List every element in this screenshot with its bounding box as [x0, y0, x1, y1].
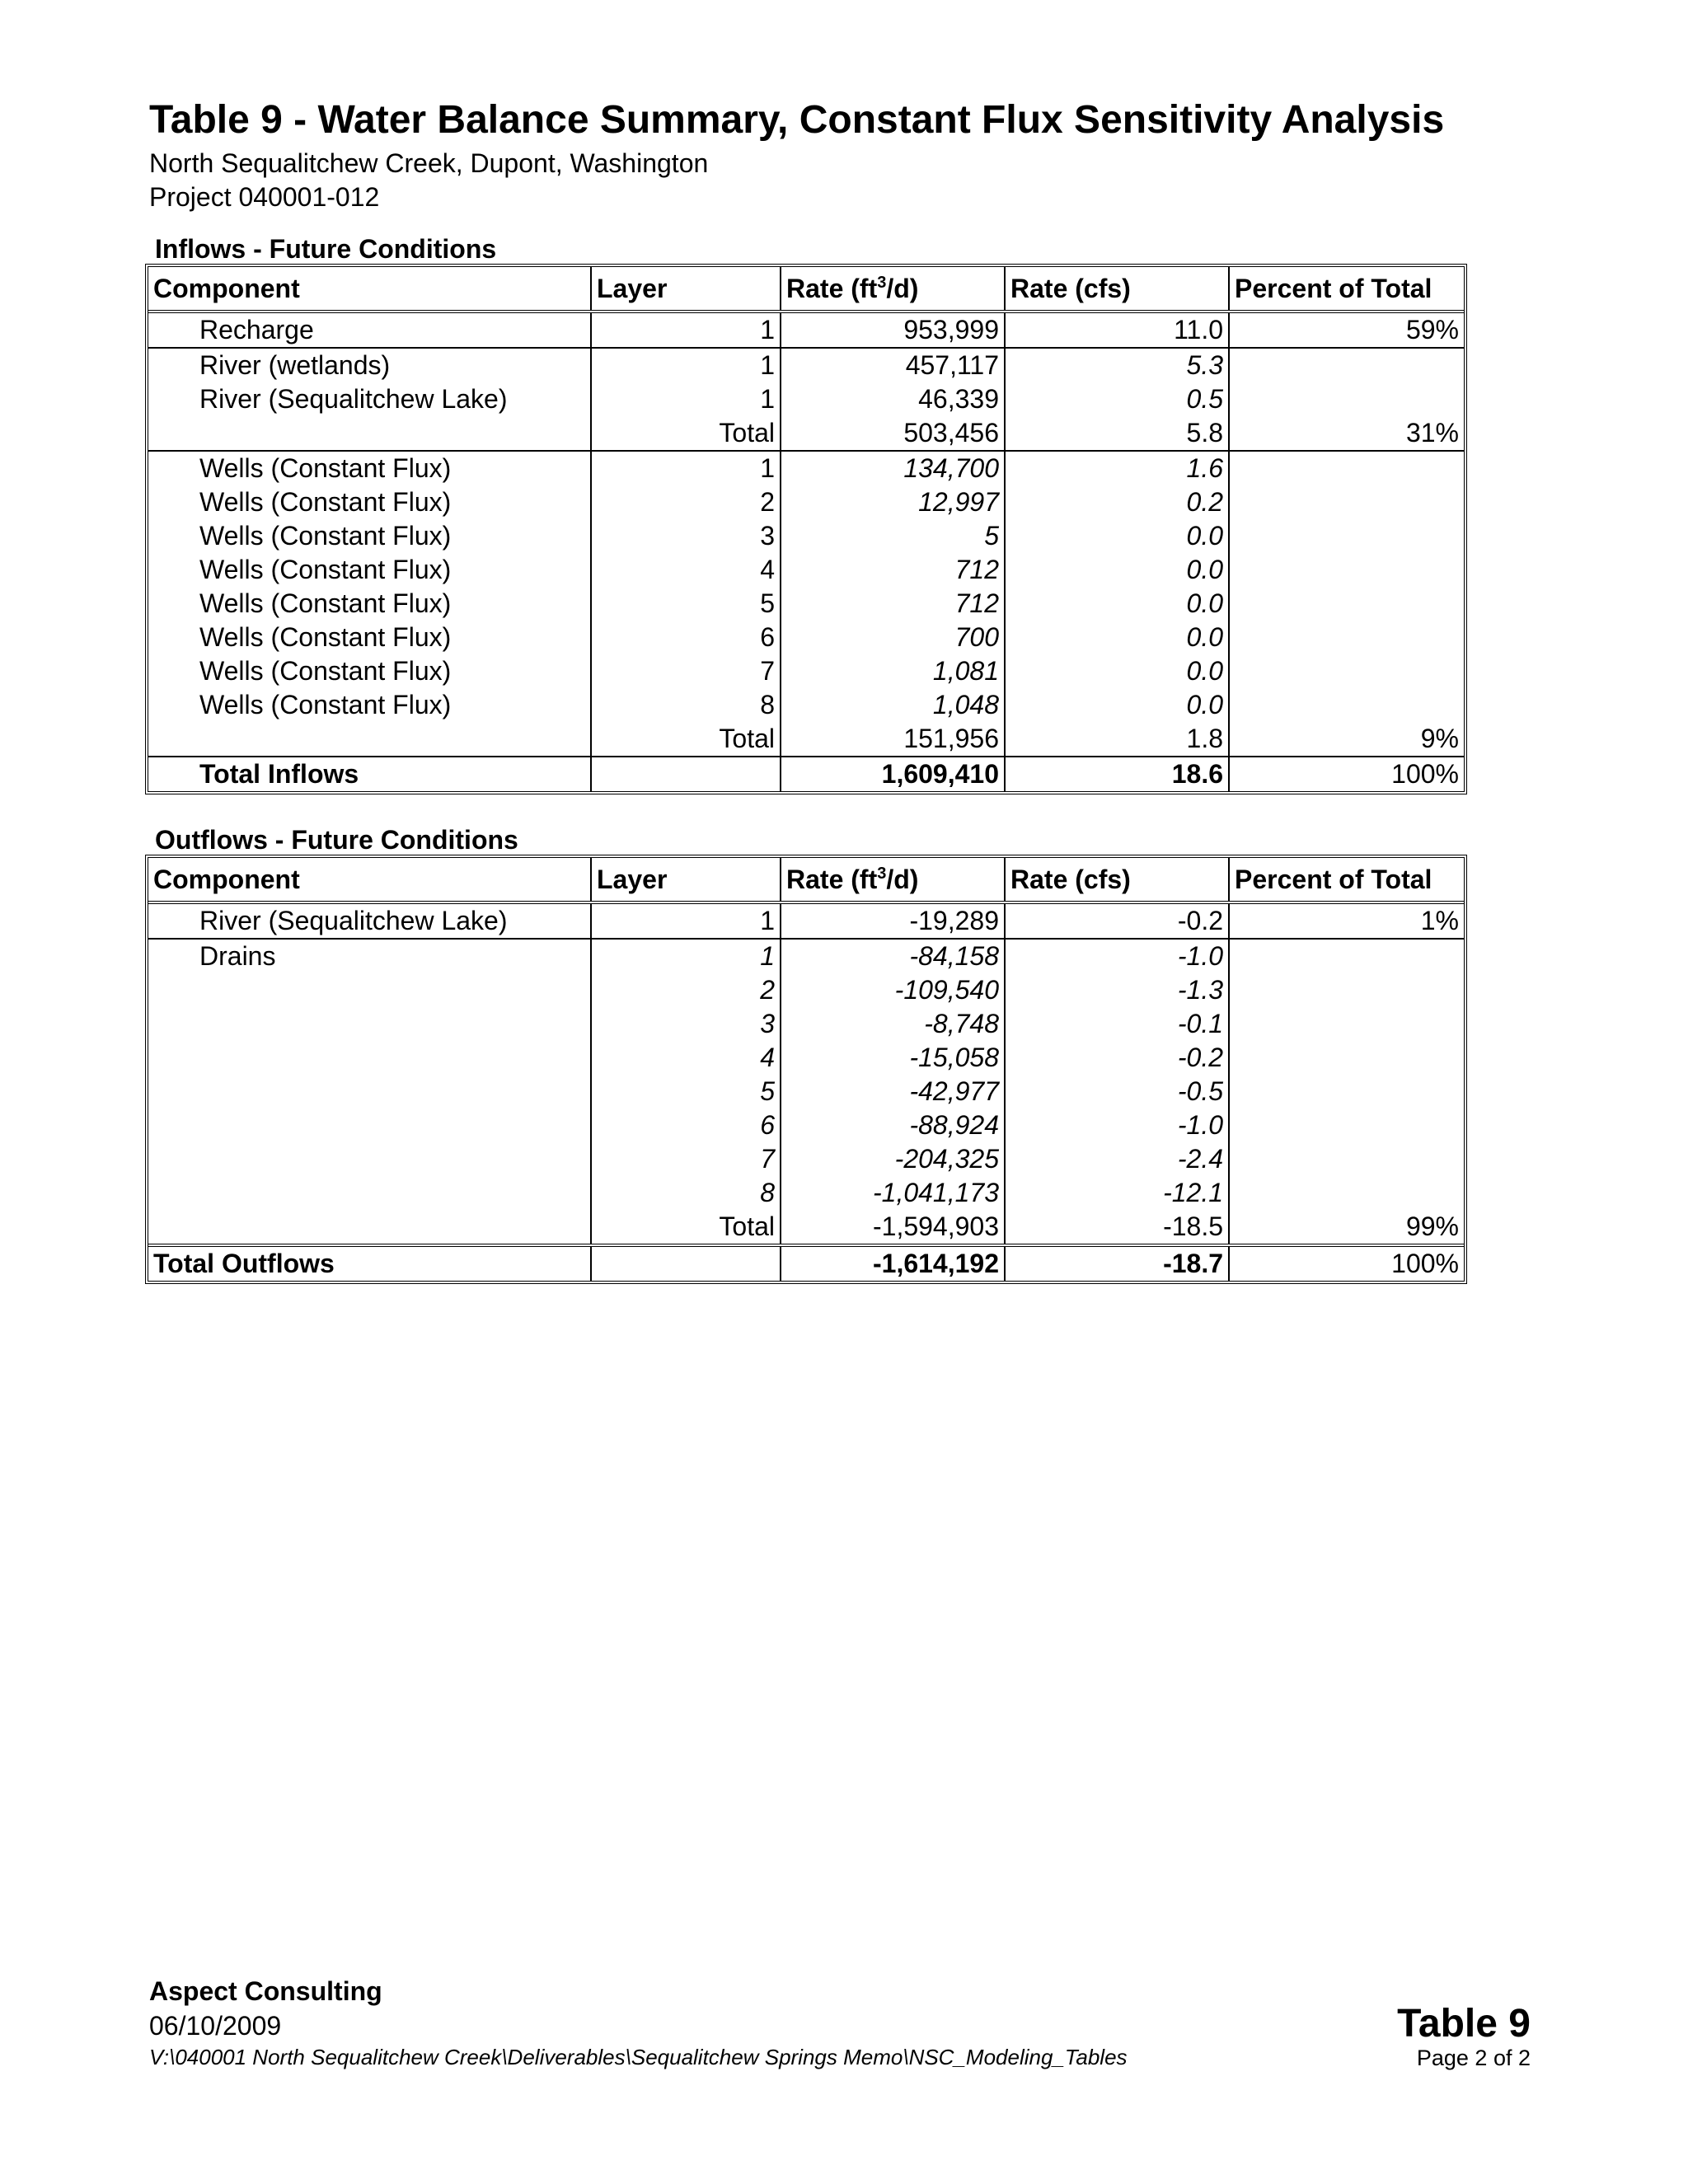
component-cell: [148, 722, 591, 757]
percent-cell: [1229, 485, 1464, 519]
total-percent: 100%: [1229, 757, 1464, 791]
percent-cell: 31%: [1229, 416, 1464, 451]
component-cell: Wells (Constant Flux): [148, 451, 591, 485]
component-cell: Wells (Constant Flux): [199, 690, 452, 719]
percent-cell: [1229, 1041, 1464, 1075]
total-label: Total Outflows: [148, 1245, 591, 1281]
rate-cfs-cell: 0.5: [1005, 382, 1229, 416]
total-label: Total Inflows: [148, 757, 591, 791]
rate-ftd-cell: 503,456: [781, 416, 1005, 451]
component-cell: Wells (Constant Flux): [199, 487, 452, 517]
page-title: Table 9 - Water Balance Summary, Constant Flux Sensitivity Analysis: [149, 98, 1445, 142]
percent-cell: [1229, 688, 1464, 722]
layer-cell: 8: [591, 688, 781, 722]
rate-cfs-cell: -12.1: [1005, 1176, 1229, 1210]
component-cell: [148, 1176, 591, 1210]
rate-cfs-cell: 0.0: [1005, 621, 1229, 654]
layer-cell: [591, 1245, 781, 1281]
total-rate-cfs: 18.6: [1005, 757, 1229, 791]
rate-ftd-cell: 12,997: [781, 485, 1005, 519]
table-row: [148, 1041, 1464, 1075]
rate-cfs-cell: 0.0: [1005, 519, 1229, 553]
rate-cfs-cell: -1.0: [1005, 939, 1229, 973]
inflows-section-label: Inflows - Future Conditions: [155, 234, 497, 264]
component-cell: [148, 416, 591, 451]
component-cell: Wells (Constant Flux): [199, 555, 452, 584]
column-header-rate-ftd: Rate $(ft^3/d)$: [781, 858, 1005, 902]
percent-cell: 9%: [1229, 722, 1464, 757]
column-header-layer: Layer: [591, 267, 781, 312]
subtotal-row: [148, 416, 1464, 451]
rate-ftd-cell: 134,700: [781, 451, 1005, 485]
layer-cell: Total: [591, 416, 781, 451]
total-percent: 100%: [1229, 1245, 1464, 1281]
rate-cfs-cell: -0.2: [1005, 902, 1229, 939]
layer-cell: 1: [591, 382, 781, 416]
component-cell: [148, 1007, 591, 1041]
rate-ftd-cell: 151,956: [781, 722, 1005, 757]
table-row: [148, 688, 1464, 722]
layer-cell: 2: [591, 485, 781, 519]
rate-ftd-cell: -8,748: [781, 1007, 1005, 1041]
rate-cfs-cell: 1.8: [1005, 722, 1229, 757]
layer-cell: [591, 757, 781, 791]
component-cell: [148, 973, 591, 1007]
percent-cell: [1229, 1142, 1464, 1176]
component-cell: River (Sequalitchew Lake): [199, 906, 508, 935]
layer-cell: 2: [591, 973, 781, 1007]
component-cell: Recharge: [199, 315, 314, 344]
rate-cfs-cell: 0.0: [1005, 654, 1229, 688]
table-row: [148, 621, 1464, 654]
component-cell: Wells (Constant Flux): [199, 656, 452, 686]
rate-cfs-cell: -0.1: [1005, 1007, 1229, 1041]
layer-cell: 3: [591, 1007, 781, 1041]
layer-cell: 1: [591, 451, 781, 485]
percent-cell: [1229, 382, 1464, 416]
component-cell: River (Sequalitchew Lake): [199, 384, 508, 414]
layer-cell: 1: [591, 939, 781, 973]
column-header-rate-cfs: Rate (cfs): [1005, 858, 1229, 902]
rate-ftd-cell: -88,924: [781, 1108, 1005, 1142]
percent-cell: [1229, 654, 1464, 688]
percent-cell: [1229, 1176, 1464, 1210]
rate-cfs-cell: 0.0: [1005, 587, 1229, 621]
percent-cell: 1%: [1229, 902, 1464, 939]
table-row: [148, 973, 1464, 1007]
outflows-table: [145, 855, 1467, 1284]
table-row: [148, 519, 1464, 553]
layer-cell: 1: [591, 312, 781, 348]
table-row: [148, 1142, 1464, 1176]
layer-cell: 5: [591, 587, 781, 621]
layer-cell: 5: [591, 1075, 781, 1108]
percent-cell: [1229, 1075, 1464, 1108]
table-row: [148, 902, 1464, 939]
layer-cell: 7: [591, 1142, 781, 1176]
percent-cell: [1229, 587, 1464, 621]
column-header-component: Component: [148, 858, 591, 902]
table-header-row: [148, 267, 1464, 312]
table-row: [148, 1007, 1464, 1041]
component-cell: Wells (Constant Flux): [199, 588, 452, 618]
rate-ftd-cell: -1,041,173: [781, 1176, 1005, 1210]
total-row: [148, 1245, 1464, 1281]
rate-cfs-cell: -1.0: [1005, 1108, 1229, 1142]
table-row: [148, 451, 1464, 485]
footer-company: Aspect Consulting: [149, 1976, 382, 2006]
percent-cell: [1229, 939, 1464, 973]
percent-cell: [1229, 621, 1464, 654]
rate-cfs-cell: 1.6: [1005, 451, 1229, 485]
subtotal-row: [148, 722, 1464, 757]
rate-ftd-cell: 953,999: [781, 312, 1005, 348]
rate-ftd-cell: -19,289: [781, 902, 1005, 939]
percent-cell: [1229, 451, 1464, 485]
rate-ftd-cell: -15,058: [781, 1041, 1005, 1075]
project-number: Project 040001-012: [149, 182, 380, 212]
column-header-component: Component: [148, 267, 591, 312]
rate-cfs-cell: -1.3: [1005, 973, 1229, 1007]
percent-cell: [1229, 553, 1464, 587]
table-row: [148, 382, 1464, 416]
total-row: [148, 757, 1464, 791]
layer-cell: Total: [591, 722, 781, 757]
inflows-table: [145, 264, 1467, 794]
component-cell: [148, 1075, 591, 1108]
rate-ftd-cell: 700: [781, 621, 1005, 654]
rate-cfs-cell: 0.0: [1005, 553, 1229, 587]
percent-cell: [1229, 1007, 1464, 1041]
layer-cell: 7: [591, 654, 781, 688]
table-row: [148, 485, 1464, 519]
footer-date: 06/10/2009: [149, 2011, 282, 2041]
total-rate-ftd: 1,609,410: [781, 757, 1005, 791]
rate-ftd-cell: 712: [781, 553, 1005, 587]
rate-cfs-cell: -2.4: [1005, 1142, 1229, 1176]
total-rate-cfs: -18.7: [1005, 1245, 1229, 1281]
layer-cell: 3: [591, 519, 781, 553]
table-row: [148, 587, 1464, 621]
table-row: [148, 654, 1464, 688]
footer-file-path: V:\040001 North Sequalitchew Creek\Deliverables\Sequalitchew Springs Memo\NSC_Modeling_Tables: [149, 2045, 1128, 2069]
outflows-section-label: Outflows - Future Conditions: [155, 825, 518, 855]
subtotal-row: [148, 1210, 1464, 1245]
percent-cell: [1229, 973, 1464, 1007]
table-row: [148, 1108, 1464, 1142]
rate-ftd-cell: -109,540: [781, 973, 1005, 1007]
rate-cfs-cell: 11.0: [1005, 312, 1229, 348]
table-header-row: [148, 858, 1464, 902]
rate-cfs-cell: 0.0: [1005, 688, 1229, 722]
rate-ftd-cell: 46,339: [781, 382, 1005, 416]
layer-cell: 1: [591, 348, 781, 382]
page-subtitle: North Sequalitchew Creek, Dupont, Washington: [149, 148, 709, 178]
table-row: [148, 939, 1464, 973]
component-cell: [148, 1108, 591, 1142]
component-cell: [148, 1210, 591, 1245]
rate-cfs-cell: 0.2: [1005, 485, 1229, 519]
column-header-layer: Layer: [591, 858, 781, 902]
rate-ftd-cell: -42,977: [781, 1075, 1005, 1108]
footer-page-number: Page 2 of 2: [1416, 2046, 1531, 2070]
rate-ftd-cell: 712: [781, 587, 1005, 621]
total-rate-ftd: -1,614,192: [781, 1245, 1005, 1281]
rate-ftd-cell: -84,158: [781, 939, 1005, 973]
percent-cell: 99%: [1229, 1210, 1464, 1245]
layer-cell: 1: [591, 902, 781, 939]
column-header-rate-ftd: Rate $(ft^3/d)$: [781, 267, 1005, 312]
rate-cfs-cell: -0.5: [1005, 1075, 1229, 1108]
component-cell: [148, 1142, 591, 1176]
column-header-rate-cfs: Rate (cfs): [1005, 267, 1229, 312]
rate-cfs-cell: 5.3: [1005, 348, 1229, 382]
component-cell: Wells (Constant Flux): [199, 622, 452, 652]
table-row: [148, 553, 1464, 587]
rate-ftd-cell: -1,594,903: [781, 1210, 1005, 1245]
table-row: [148, 312, 1464, 348]
percent-cell: [1229, 519, 1464, 553]
layer-cell: 8: [591, 1176, 781, 1210]
component-cell: River (wetlands): [148, 348, 591, 382]
rate-cfs-cell: -18.5: [1005, 1210, 1229, 1245]
layer-cell: 6: [591, 1108, 781, 1142]
percent-cell: [1229, 1108, 1464, 1142]
rate-cfs-cell: 5.8: [1005, 416, 1229, 451]
table-row: [148, 348, 1464, 382]
column-header-percent: Percent of Total: [1229, 858, 1464, 902]
component-cell: Wells (Constant Flux): [199, 521, 452, 551]
rate-ftd-cell: 1,048: [781, 688, 1005, 722]
rate-ftd-cell: 1,081: [781, 654, 1005, 688]
percent-cell: [1229, 348, 1464, 382]
rate-ftd-cell: 457,117: [781, 348, 1005, 382]
footer-table-label: Table 9: [1397, 2002, 1531, 2046]
component-cell: [148, 1041, 591, 1075]
component-cell: Drains: [148, 939, 591, 973]
layer-cell: Total: [591, 1210, 781, 1245]
table-row: [148, 1176, 1464, 1210]
layer-cell: 4: [591, 1041, 781, 1075]
layer-cell: 6: [591, 621, 781, 654]
column-header-percent: Percent of Total: [1229, 267, 1464, 312]
table-row: [148, 1075, 1464, 1108]
layer-cell: 4: [591, 553, 781, 587]
percent-cell: 59%: [1229, 312, 1464, 348]
rate-ftd-cell: 5: [781, 519, 1005, 553]
rate-ftd-cell: -204,325: [781, 1142, 1005, 1176]
rate-cfs-cell: -0.2: [1005, 1041, 1229, 1075]
